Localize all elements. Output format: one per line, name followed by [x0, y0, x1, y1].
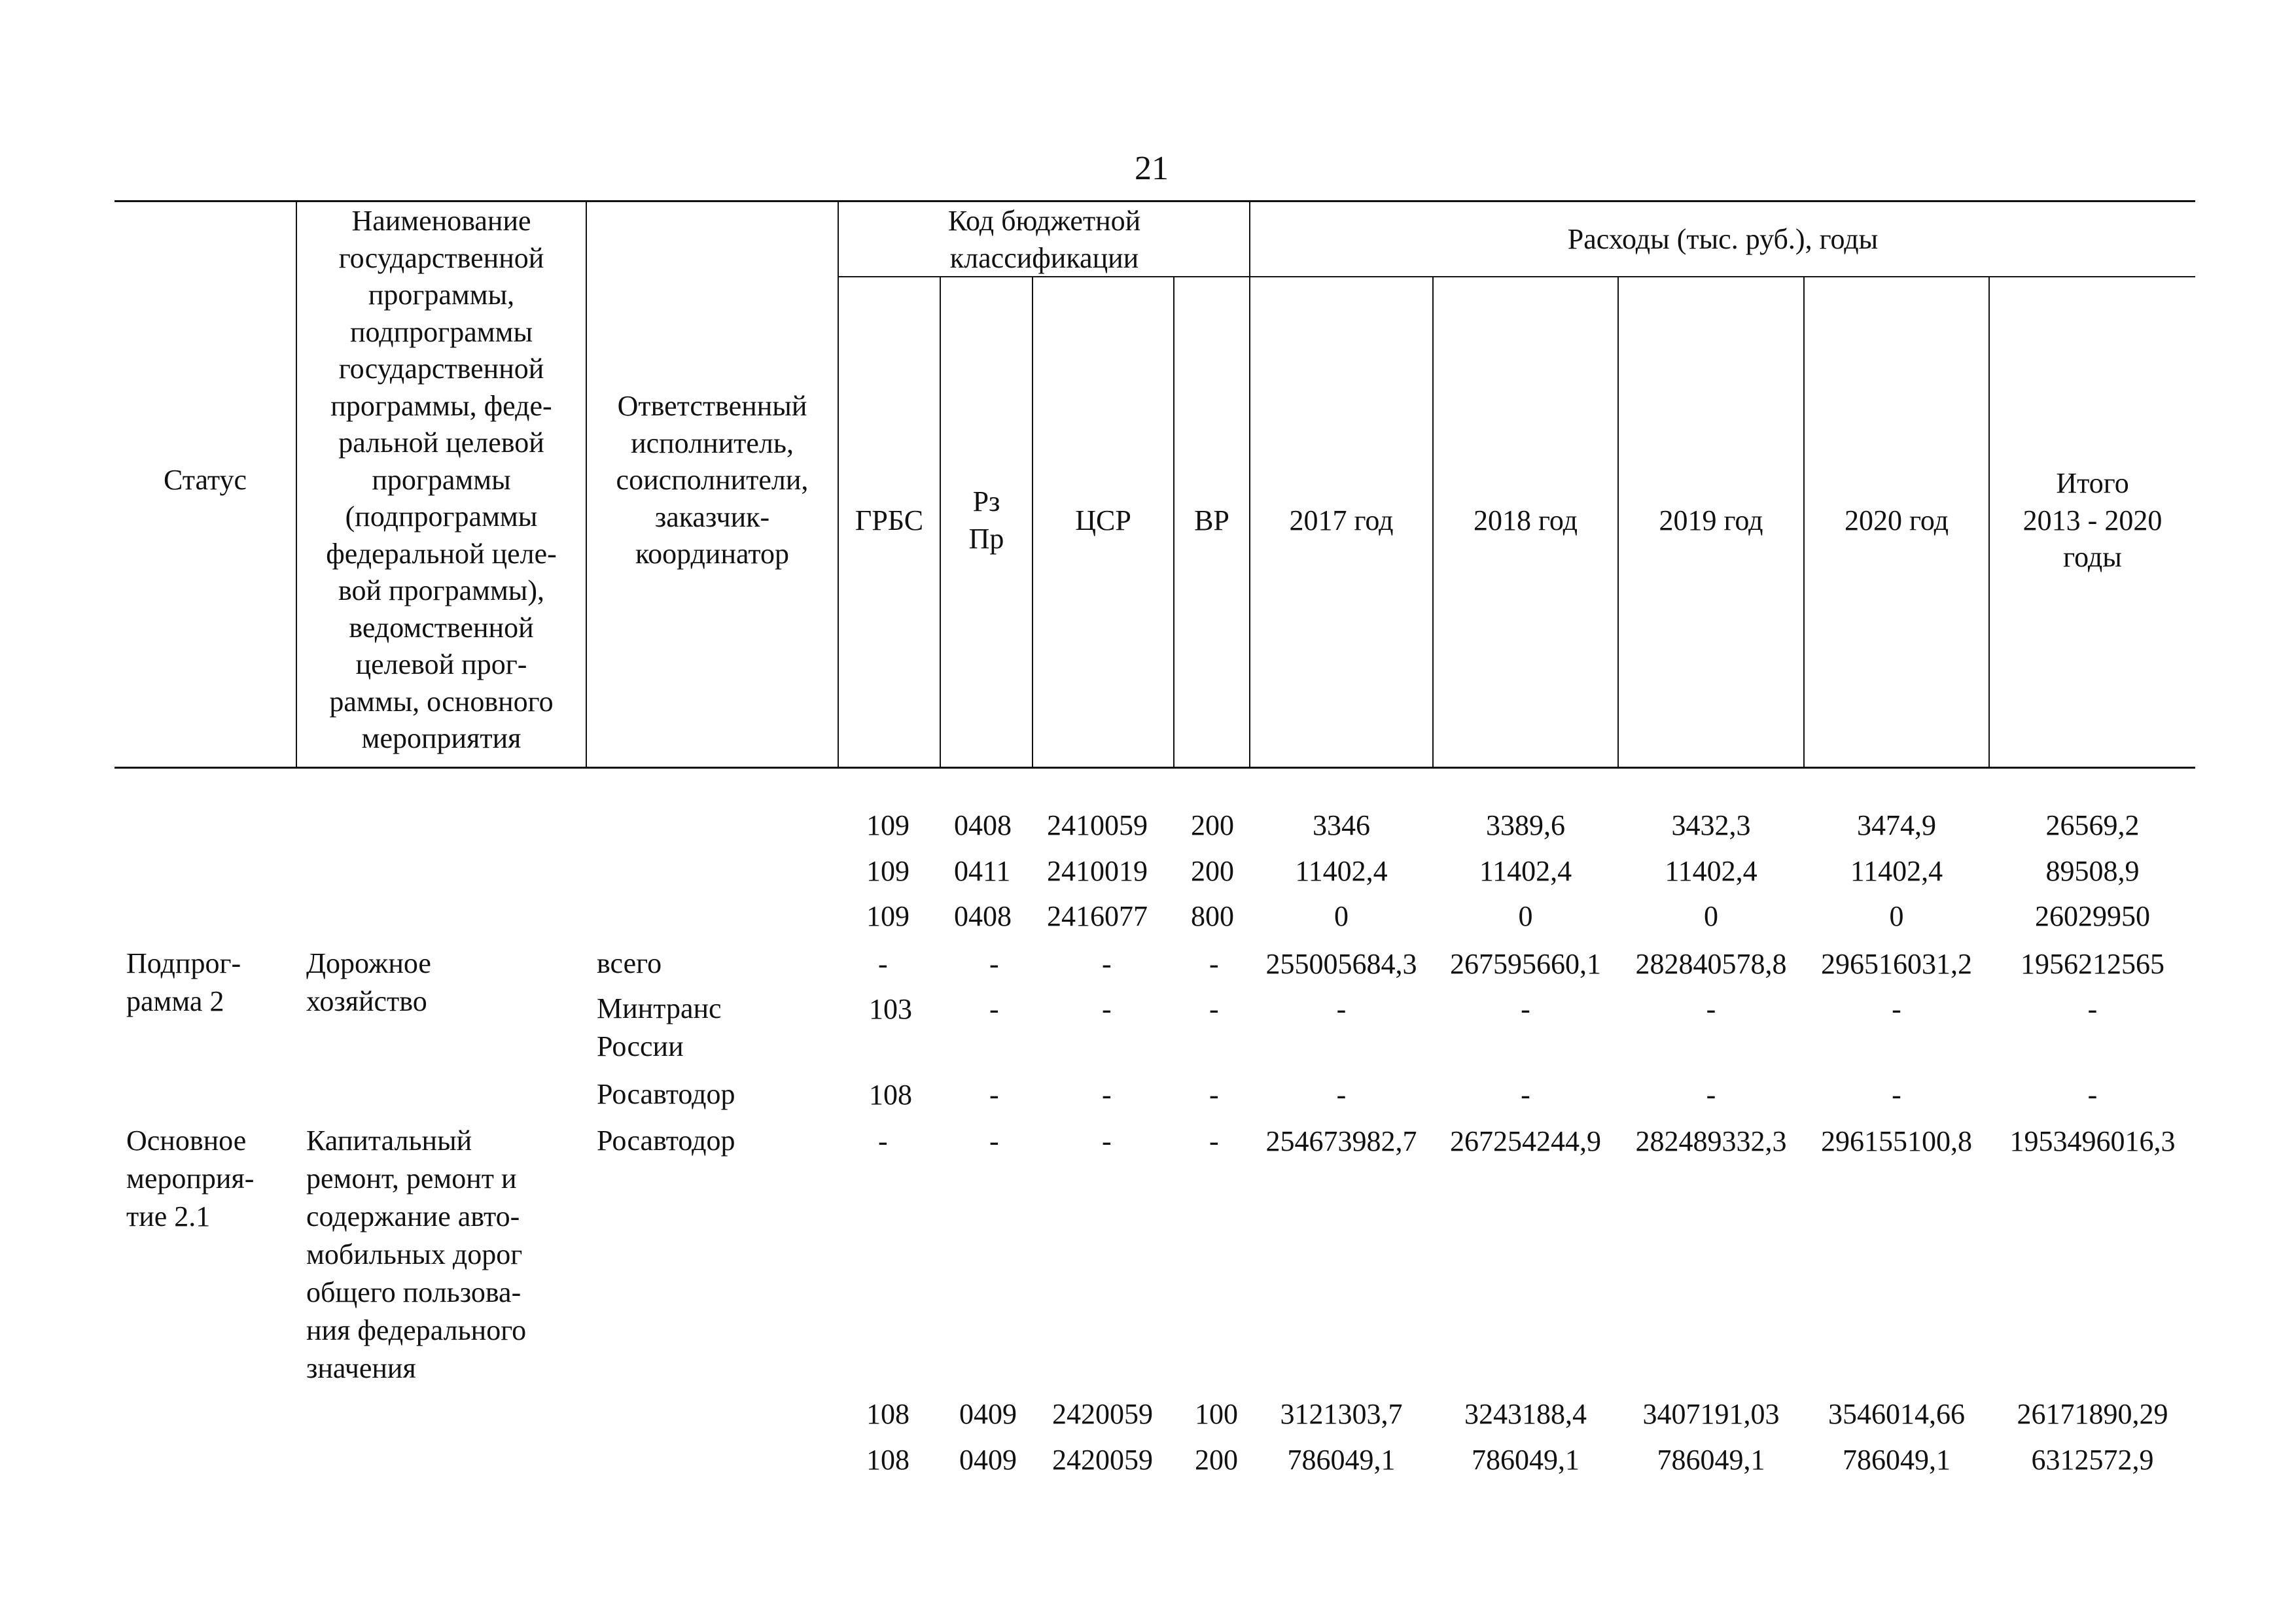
header-expenses: Расходы (тыс. руб.), годы	[1567, 223, 1879, 255]
header-2019: 2019 год	[1659, 504, 1763, 536]
cell-vr: -	[1209, 1125, 1219, 1157]
header-rzpr: Рз Пр	[968, 485, 1004, 555]
cell-vr: 100	[1195, 1398, 1238, 1430]
cell-2018: 11402,4	[1479, 855, 1572, 887]
cell-2020: -	[1892, 1079, 1901, 1111]
cell-2017: -	[1336, 993, 1347, 1025]
cell-total: 26029950	[2035, 900, 2150, 932]
header-bottom-rule	[115, 767, 2195, 769]
cell-rzpr: -	[989, 1079, 999, 1111]
cell-2018: 3389,6	[1486, 809, 1565, 841]
cell-executor: Минтранс России	[597, 992, 722, 1062]
header-2018: 2018 год	[1473, 504, 1578, 536]
cell-total: 26171890,29	[2017, 1398, 2168, 1430]
cell-rzpr: -	[989, 1125, 999, 1157]
header-vrule	[838, 200, 839, 768]
cell-vr: -	[1209, 948, 1219, 980]
header-name: Наименование государственной программы, подпрограммы государственной программы, феде- ральной целевой программы (подпрограммы федеральной целе- вой программы), ведомственной целевой прог- раммы, основного мероприятия	[326, 205, 557, 754]
cell-grbs: 108	[869, 1079, 912, 1111]
cell-2017: 255005684,3	[1265, 948, 1417, 980]
cell-grbs: -	[878, 948, 888, 980]
cell-2020: 0	[1889, 900, 1904, 932]
cell-grbs: 108	[866, 1444, 910, 1476]
cell-csr: -	[1102, 948, 1112, 980]
header-executor: Ответственный исполнитель, соисполнители, заказчик- координатор	[616, 390, 809, 570]
cell-vr: 800	[1191, 900, 1234, 932]
cell-2017: -	[1336, 1079, 1347, 1111]
cell-grbs: -	[878, 1125, 888, 1157]
header-grbs: ГРБС	[855, 504, 924, 536]
cell-2017: 3346	[1313, 809, 1370, 841]
cell-vr: 200	[1191, 809, 1234, 841]
cell-2017: 786049,1	[1287, 1444, 1396, 1476]
cell-csr: 2420059	[1052, 1398, 1153, 1430]
cell-2017: 3121303,7	[1280, 1398, 1403, 1430]
cell-2020: -	[1892, 993, 1901, 1025]
cell-total: -	[2087, 1079, 2098, 1111]
cell-status: Основное мероприя- тие 2.1	[126, 1125, 255, 1232]
cell-csr: 2410019	[1047, 855, 1148, 887]
cell-csr: 2410059	[1047, 809, 1148, 841]
cell-2018: -	[1521, 1079, 1530, 1111]
cell-status: Подпрог- рамма 2	[126, 947, 241, 1017]
cell-name: Дорожное хозяйство	[306, 947, 431, 1017]
header-2020: 2020 год	[1844, 504, 1949, 536]
cell-total: 1953496016,3	[2009, 1125, 2176, 1157]
cell-2019: 0	[1704, 900, 1718, 932]
header-2017: 2017 год	[1289, 504, 1394, 536]
cell-2017: 254673982,7	[1265, 1125, 1417, 1157]
cell-2019: -	[1706, 993, 1716, 1025]
cell-2017: 11402,4	[1295, 855, 1388, 887]
cell-vr: -	[1209, 993, 1219, 1025]
cell-2020: 296516031,2	[1821, 948, 1972, 980]
header-csr: ЦСР	[1075, 504, 1131, 536]
page-number: 21	[1135, 150, 1169, 187]
cell-2018: 0	[1518, 900, 1533, 932]
cell-rzpr: 0408	[954, 809, 1012, 841]
cell-total: 6312572,9	[2031, 1444, 2154, 1476]
cell-2020: 11402,4	[1850, 855, 1943, 887]
cell-rzpr: 0409	[959, 1398, 1017, 1430]
cell-2019: 786049,1	[1657, 1444, 1765, 1476]
cell-csr: 2420059	[1052, 1444, 1153, 1476]
cell-2017: 0	[1334, 900, 1349, 932]
cell-2019: 282489332,3	[1635, 1125, 1787, 1157]
cell-csr: 2416077	[1047, 900, 1148, 932]
cell-grbs: 109	[866, 855, 910, 887]
cell-2019: -	[1706, 1079, 1716, 1111]
cell-rzpr: 0411	[954, 855, 1011, 887]
cell-executor: всего	[597, 947, 662, 979]
cell-grbs: 108	[866, 1398, 910, 1430]
cell-rzpr: -	[989, 993, 999, 1025]
cell-grbs: 109	[866, 809, 910, 841]
cell-csr: -	[1102, 993, 1112, 1025]
cell-2018: 786049,1	[1472, 1444, 1580, 1476]
cell-vr: 200	[1191, 855, 1234, 887]
cell-vr: -	[1209, 1079, 1219, 1111]
cell-total: -	[2087, 993, 2098, 1025]
cell-total: 89508,9	[2045, 855, 2140, 887]
cell-2020: 296155100,8	[1821, 1125, 1972, 1157]
header-sub-rule-expenses	[1250, 276, 2195, 277]
cell-2018: -	[1521, 993, 1530, 1025]
cell-rzpr: -	[989, 948, 999, 980]
cell-2019: 11402,4	[1665, 855, 1757, 887]
header-total: Итого 2013 - 2020 годы	[2022, 467, 2163, 573]
cell-executor: Росавтодор	[597, 1125, 735, 1157]
cell-rzpr: 0408	[954, 900, 1012, 932]
cell-name: Капитальный ремонт, ремонт и содержание авто- мобильных дорог общего пользова- ния федерального значения	[306, 1125, 527, 1384]
cell-grbs: 109	[866, 900, 910, 932]
cell-2020: 786049,1	[1843, 1444, 1951, 1476]
header-top-rule	[115, 200, 2195, 202]
cell-total: 26569,2	[2045, 809, 2140, 841]
cell-2020: 3546014,66	[1828, 1398, 1965, 1430]
cell-rzpr: 0409	[959, 1444, 1017, 1476]
cell-2018: 3243188,4	[1464, 1398, 1587, 1430]
cell-2018: 267254244,9	[1450, 1125, 1601, 1157]
cell-2019: 282840578,8	[1635, 948, 1787, 980]
header-budget-code: Код бюджетной классификации	[947, 205, 1141, 274]
header-vrule	[1249, 200, 1250, 768]
cell-2019: 3407191,03	[1642, 1398, 1780, 1430]
cell-csr: -	[1102, 1125, 1112, 1157]
cell-2020: 3474,9	[1857, 809, 1936, 841]
cell-vr: 200	[1195, 1444, 1238, 1476]
cell-executor: Росавтодор	[597, 1078, 735, 1110]
header-vr: ВР	[1194, 504, 1229, 536]
cell-grbs: 103	[869, 993, 912, 1025]
cell-csr: -	[1102, 1079, 1112, 1111]
cell-2019: 3432,3	[1671, 809, 1751, 841]
cell-2018: 267595660,1	[1450, 948, 1601, 980]
cell-total: 1956212565	[2021, 948, 2164, 980]
header-status: Статус	[163, 464, 247, 496]
